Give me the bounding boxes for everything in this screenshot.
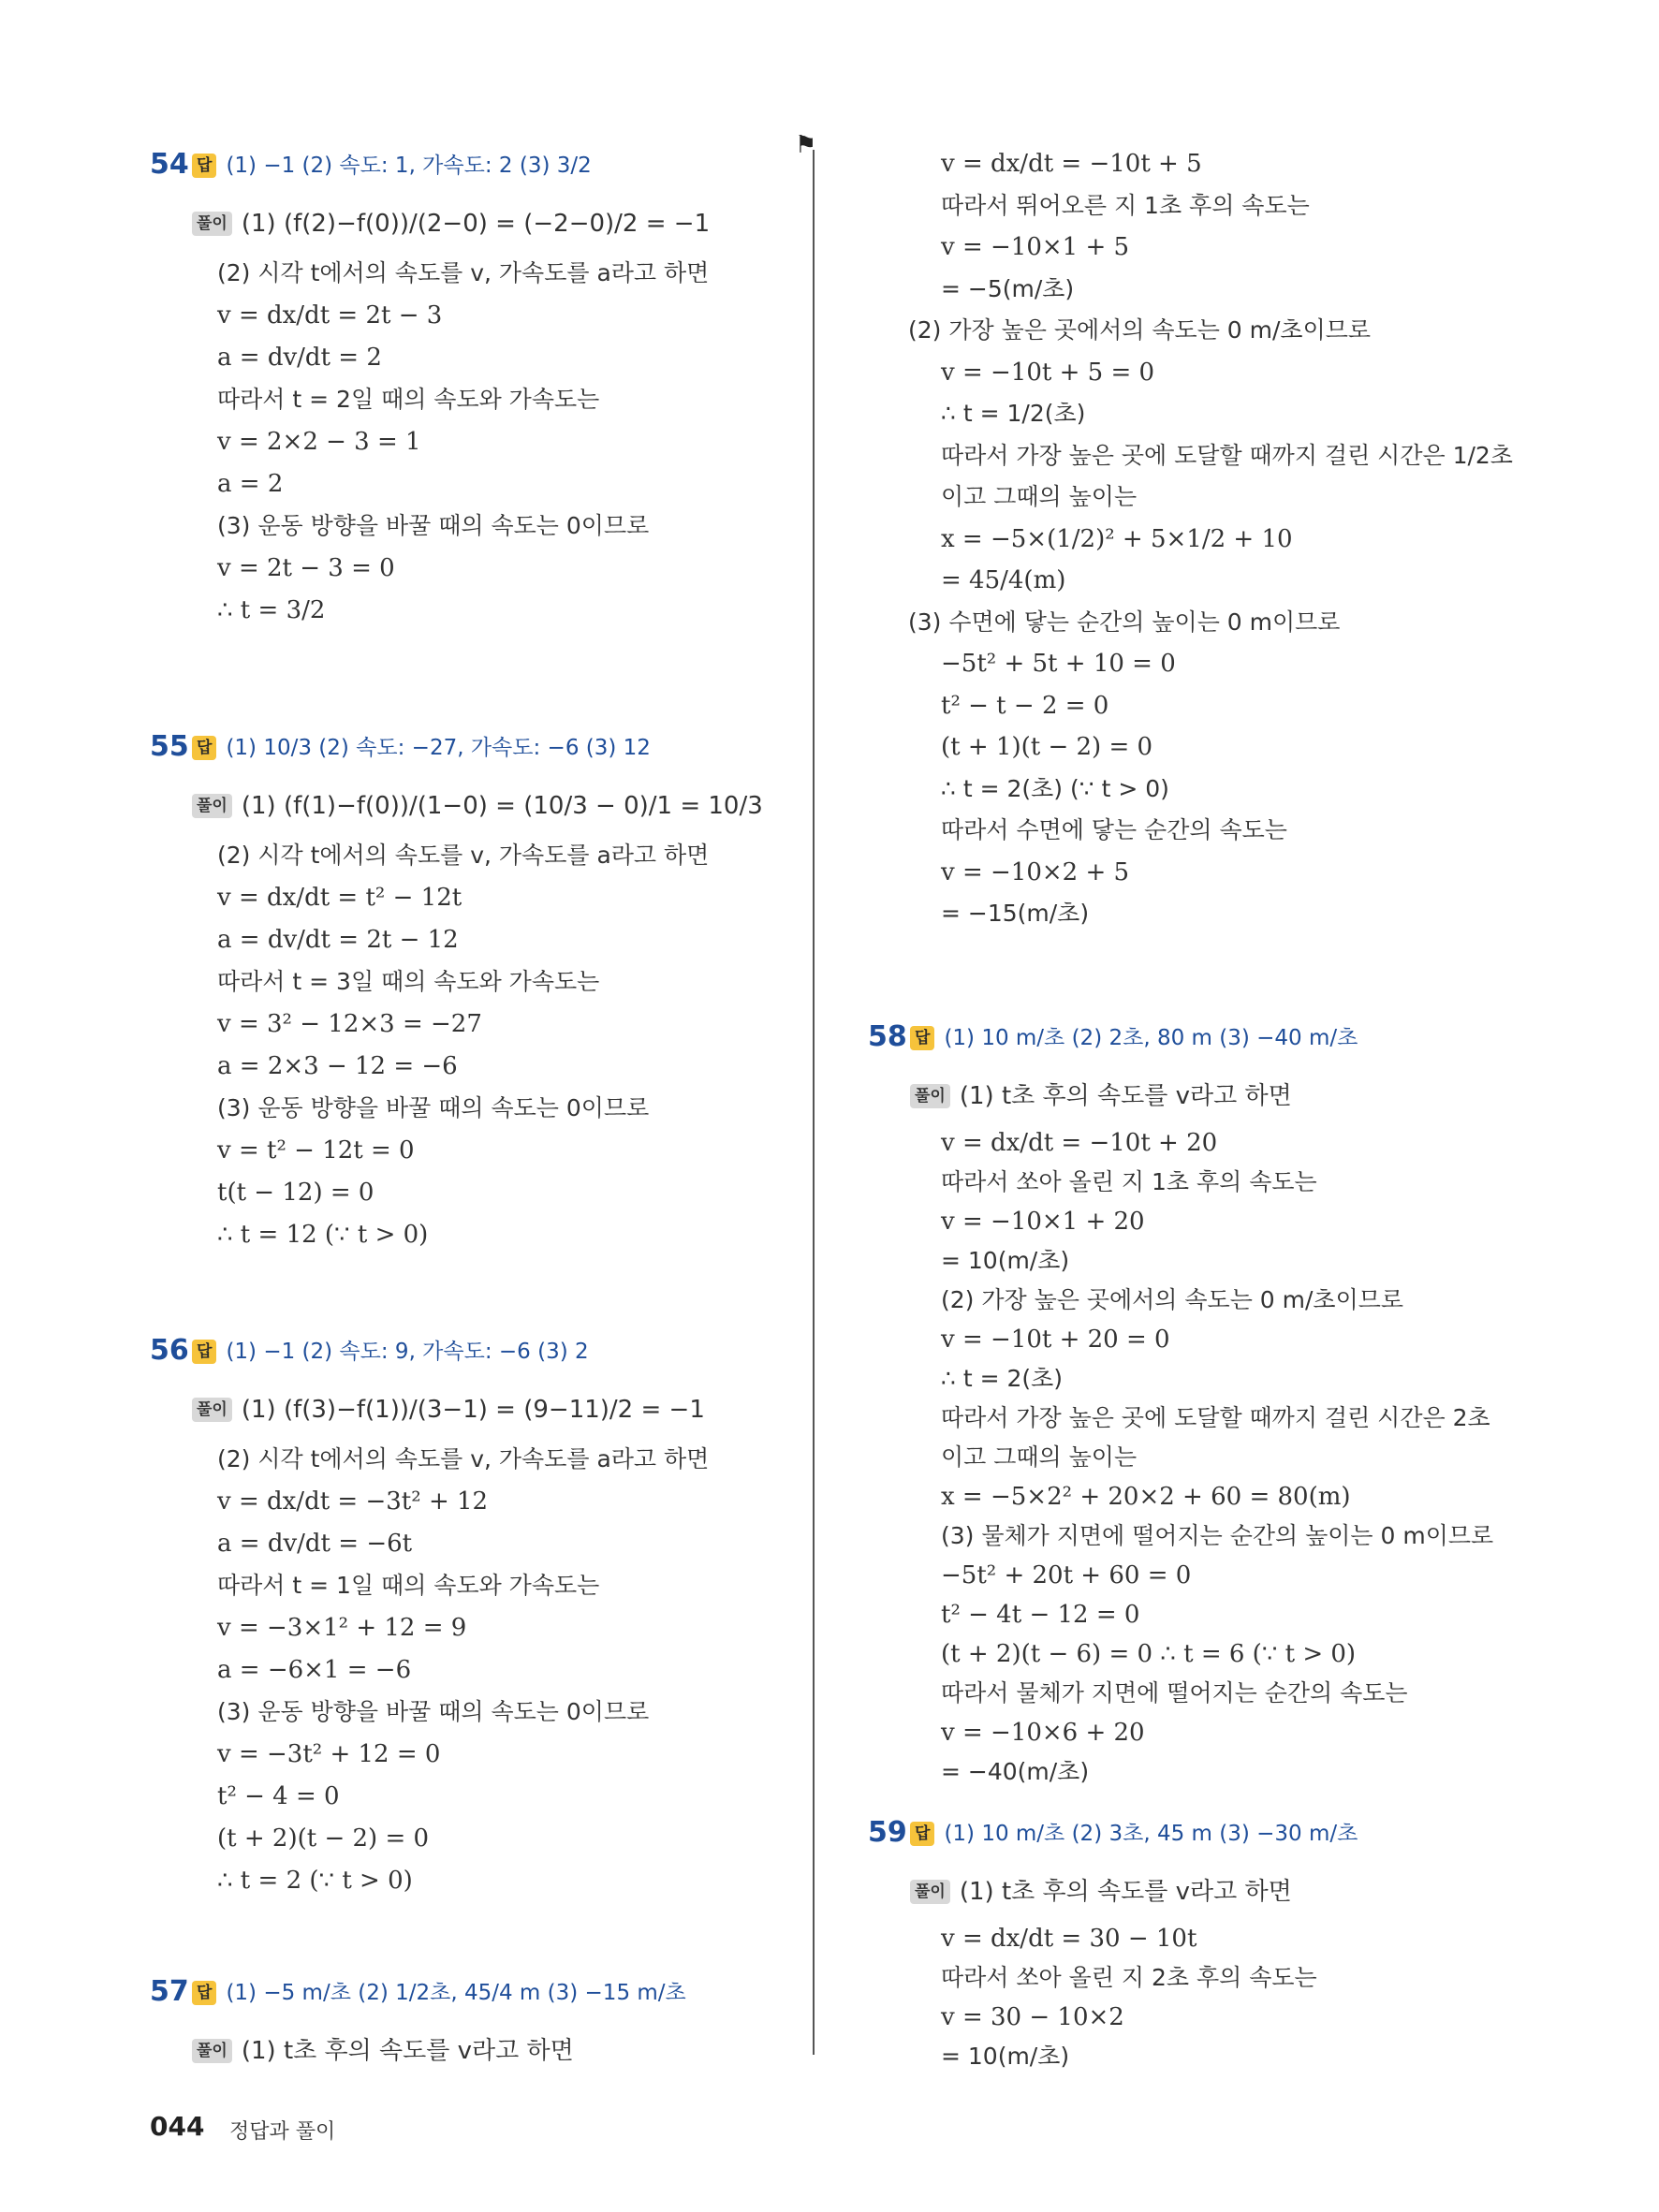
solution-line: (2) 가장 높은 곳에서의 속도는 0 m/초이므로 — [941, 1286, 1404, 1313]
solution-badge: 풀이 — [910, 1880, 950, 1904]
solution-badge: 풀이 — [192, 2039, 232, 2063]
solution-line: (3) 수면에 닿는 순간의 높이는 0 m이므로 — [908, 608, 1341, 636]
solution-badge: 풀이 — [910, 1084, 950, 1108]
solution-line: ∴ t = 2(초) (∵ t > 0) — [941, 774, 1169, 802]
answer-text: (1) −1 (2) 속도: 9, 가속도: −6 (3) 2 — [226, 1339, 589, 1364]
solution-line: 따라서 쏘아 올린 지 2초 후의 속도는 — [941, 1964, 1317, 1991]
solution-line: v = dx/dt = 2t − 3 — [217, 301, 443, 330]
problem-number: 58 — [868, 1020, 907, 1053]
solution-line: t² − 4 = 0 — [217, 1782, 340, 1810]
problem-number: 55 — [150, 730, 189, 763]
page-number: 044 — [150, 2111, 205, 2142]
solution-line: ∴ t = 1/2(초) — [941, 400, 1086, 427]
solution-line: t² − 4t − 12 = 0 — [941, 1601, 1140, 1629]
solution-line: v = dx/dt = t² − 12t — [217, 884, 462, 912]
solution-line: v = t² − 12t = 0 — [217, 1136, 415, 1165]
solution-first-line: (1) t초 후의 속도를 v라고 하면 — [959, 1081, 1292, 1110]
solution-line: v = −10×1 + 20 — [941, 1208, 1145, 1236]
solution-line: 따라서 t = 2일 때의 속도와 가속도는 — [217, 386, 600, 413]
solution-line: 이고 그때의 높이는 — [941, 1443, 1138, 1471]
solution-line: (t + 2)(t − 6) = 0 ∴ t = 6 (∵ t > 0) — [941, 1640, 1357, 1668]
solution-line: a = 2×3 − 12 = −6 — [217, 1052, 458, 1080]
solution-line: v = dx/dt = 30 − 10t — [941, 1925, 1197, 1953]
solution-line: 따라서 쏘아 올린 지 1초 후의 속도는 — [941, 1168, 1317, 1195]
solution-line: (2) 시각 t에서의 속도를 v, 가속도를 a라고 하면 — [217, 259, 710, 286]
solution-line: v = −3×1² + 12 = 9 — [217, 1614, 467, 1642]
flag-ornament-icon: ⚑ — [795, 131, 817, 159]
solution-line: a = −6×1 = −6 — [217, 1656, 412, 1684]
footer-title: 정답과 풀이 — [229, 2120, 336, 2144]
solution-line: v = dx/dt = −10t + 5 — [941, 150, 1202, 178]
solution-line: 따라서 뛰어오른 지 1초 후의 속도는 — [941, 191, 1310, 219]
solution-line: 따라서 수면에 닿는 순간의 속도는 — [941, 816, 1287, 843]
solution-line: v = 3² − 12×3 = −27 — [217, 1010, 482, 1038]
solution-line: −5t² + 5t + 10 = 0 — [941, 650, 1176, 678]
solution-line: (2) 가장 높은 곳에서의 속도는 0 m/초이므로 — [908, 316, 1372, 344]
answer-badge: 답 — [910, 1822, 934, 1846]
answer-text: (1) −5 m/초 (2) 1/2초, 45/4 m (3) −15 m/초 — [226, 1980, 686, 2005]
solution-line: t(t − 12) = 0 — [217, 1179, 374, 1207]
solution-line: a = dv/dt = 2 — [217, 344, 382, 372]
answer-text: (1) −1 (2) 속도: 1, 가속도: 2 (3) 3/2 — [226, 153, 592, 178]
answer-badge: 답 — [192, 154, 216, 178]
solution-line: = −40(m/초) — [941, 1758, 1090, 1785]
solution-line: = −15(m/초) — [941, 900, 1090, 927]
answer-text: (1) 10/3 (2) 속도: −27, 가속도: −6 (3) 12 — [226, 735, 651, 760]
solution-line: 이고 그때의 높이는 — [941, 483, 1138, 510]
solution-first-line: (1) t초 후의 속도를 v라고 하면 — [241, 2036, 574, 2065]
solution-line: = 10(m/초) — [941, 1247, 1070, 1274]
solution-line: 따라서 가장 높은 곳에 도달할 때까지 걸린 시간은 2초 — [941, 1404, 1490, 1431]
answer-badge: 답 — [910, 1026, 934, 1050]
answer-badge: 답 — [192, 1340, 216, 1364]
solution-first-line: (1) (f(3)−f(1))/(3−1) = (9−11)/2 = −1 — [241, 1395, 705, 1424]
solution-line: v = −10t + 5 = 0 — [941, 358, 1155, 387]
problem-number: 54 — [150, 148, 189, 181]
solution-line: (3) 운동 방향을 바꿀 때의 속도는 0이므로 — [217, 1094, 650, 1121]
solution-line: v = 2t − 3 = 0 — [217, 554, 395, 582]
answer-text: (1) 10 m/초 (2) 2초, 80 m (3) −40 m/초 — [944, 1025, 1358, 1050]
solution-line: v = −3t² + 12 = 0 — [217, 1740, 441, 1768]
answer-text: (1) 10 m/초 (2) 3초, 45 m (3) −30 m/초 — [944, 1821, 1358, 1846]
solution-badge: 풀이 — [192, 1398, 232, 1422]
solution-row — [910, 1078, 1292, 1113]
solution-line: −5t² + 20t + 60 = 0 — [941, 1561, 1192, 1589]
solution-line: = 10(m/초) — [941, 2043, 1070, 2070]
problem-number: 59 — [868, 1816, 907, 1849]
solution-line: ∴ t = 12 (∵ t > 0) — [217, 1221, 429, 1249]
solution-badge: 풀이 — [192, 212, 232, 236]
solution-line: v = 30 − 10×2 — [941, 2003, 1124, 2031]
problem-number: 57 — [150, 1975, 189, 2008]
solution-line: = −5(m/초) — [941, 274, 1075, 302]
solution-line: v = −10t + 20 = 0 — [941, 1326, 1170, 1354]
solution-first-line: (1) t초 후의 속도를 v라고 하면 — [959, 1877, 1292, 1906]
solution-line: x = −5×(1/2)² + 5×1/2 + 10 — [941, 524, 1293, 553]
solution-line: v = −10×1 + 5 — [941, 233, 1130, 261]
solution-line: ∴ t = 2 (∵ t > 0) — [217, 1867, 413, 1895]
solution-line: x = −5×2² + 20×2 + 60 = 80(m) — [941, 1483, 1351, 1511]
solution-line: v = dx/dt = −10t + 20 — [941, 1129, 1218, 1157]
solution-line: 따라서 t = 3일 때의 속도와 가속도는 — [217, 968, 600, 995]
solution-line: a = dv/dt = 2t − 12 — [217, 926, 459, 954]
solution-line: (2) 시각 t에서의 속도를 v, 가속도를 a라고 하면 — [217, 1445, 710, 1472]
solution-line: (3) 운동 방향을 바꿀 때의 속도는 0이므로 — [217, 512, 650, 539]
solution-line: (3) 물체가 지면에 떨어지는 순간의 높이는 0 m이므로 — [941, 1522, 1494, 1549]
solution-badge: 풀이 — [192, 794, 232, 818]
solution-line: (t + 1)(t − 2) = 0 — [941, 733, 1153, 761]
solution-line: v = −10×2 + 5 — [941, 857, 1130, 886]
solution-line: v = 2×2 − 3 = 1 — [217, 428, 421, 456]
solution-first-line: (1) (f(1)−f(0))/(1−0) = (10/3 − 0)/1 = 10/3 — [241, 791, 763, 820]
answer-row — [910, 1020, 1358, 1055]
solution-line: (3) 운동 방향을 바꿀 때의 속도는 0이므로 — [217, 1698, 650, 1725]
solution-line: 따라서 가장 높은 곳에 도달할 때까지 걸린 시간은 1/2초 — [941, 441, 1513, 469]
solution-line: ∴ t = 2(초) — [941, 1365, 1064, 1392]
solution-line: t² − t − 2 = 0 — [941, 691, 1109, 720]
solution-line: 따라서 t = 1일 때의 속도와 가속도는 — [217, 1572, 600, 1599]
solution-line: 따라서 물체가 지면에 떨어지는 순간의 속도는 — [941, 1679, 1408, 1707]
solution-line: v = −10×6 + 20 — [941, 1719, 1145, 1747]
problem-number: 56 — [150, 1334, 189, 1367]
solution-first-line: (1) (f(2)−f(0))/(2−0) = (−2−0)/2 = −1 — [241, 209, 711, 238]
answer-row — [910, 1816, 1358, 1851]
answer-badge: 답 — [192, 736, 216, 760]
solution-line: (t + 2)(t − 2) = 0 — [217, 1824, 430, 1853]
solution-line: (2) 시각 t에서의 속도를 v, 가속도를 a라고 하면 — [217, 842, 710, 869]
solution-line: = 45/4(m) — [941, 566, 1066, 594]
solution-line: a = dv/dt = −6t — [217, 1530, 413, 1558]
solution-line: a = 2 — [217, 470, 284, 498]
solution-line: v = dx/dt = −3t² + 12 — [217, 1487, 489, 1516]
solution-line: ∴ t = 3/2 — [217, 596, 326, 624]
solution-row — [910, 1874, 1292, 1909]
answer-badge: 답 — [192, 1981, 216, 2005]
